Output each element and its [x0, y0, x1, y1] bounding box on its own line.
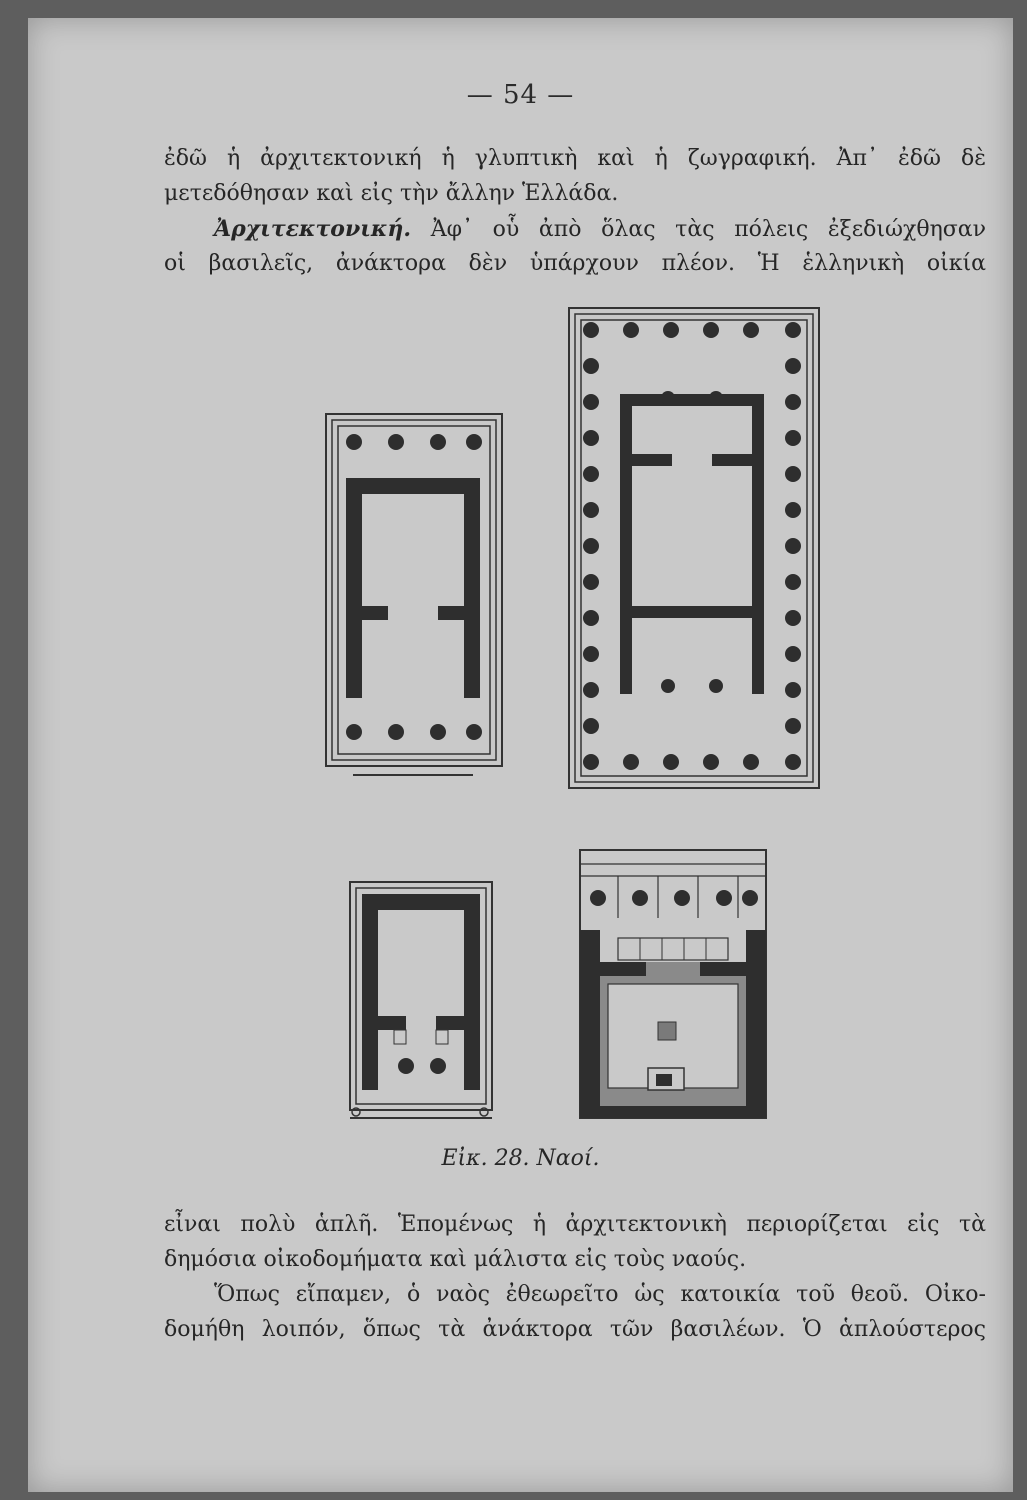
text-line: Ὅπως εἴπαμεν, ὁ ναὸς ἐθεωρεῖτο ὡς κατοικία τοῦ θεοῦ. Οἰκο-: [214, 1282, 986, 1307]
text-line: μετεδόθησαν καὶ εἰς τὴν ἄλλην Ἑλλάδα.: [164, 181, 619, 206]
plan-peripteral: [569, 308, 819, 788]
text-line: εἶναι πολὺ ἁπλῆ. Ἑπομένως ἡ ἀρχιτεκτονικὴ περιορίζεται εἰς τὰ: [164, 1212, 986, 1237]
section-text: Ἀφ᾿ οὗ ἀπὸ ὅλας τὰς πόλεις ἐξεδιώχθησαν: [430, 217, 986, 242]
text-line: οἱ βασιλεῖς, ἀνάκτορα δὲν ὑπάρχουν πλέον. Ἡ ἑλληνικὴ οἰκία: [164, 251, 986, 276]
plan-small-amphiprostyle: [326, 414, 502, 775]
plan-in-antis: [350, 882, 492, 1118]
text-line: δομήθη λοιπόν, ὅπως τὰ ἀνάκτορα τῶν βασιλέων. Ὁ ἁπλούστερος: [164, 1317, 986, 1342]
book-page: [28, 18, 1013, 1492]
page-number: — 54 —: [466, 80, 575, 110]
text-line: δημόσια οἰκοδομήματα καὶ μάλιστα εἰς τοὺς ναούς.: [164, 1247, 747, 1272]
text-line: ἐδῶ ἡ ἀρχιτεκτονική ἡ γλυπτικὴ καὶ ἡ ζωγραφική. Ἀπ᾿ ἐδῶ δὲ: [164, 146, 986, 171]
plan-house-temple: [580, 850, 766, 1118]
section-heading: Ἀρχιτεκτονική.: [214, 216, 412, 242]
figure-caption: Εἰκ. 28. Ναοί.: [441, 1146, 600, 1171]
